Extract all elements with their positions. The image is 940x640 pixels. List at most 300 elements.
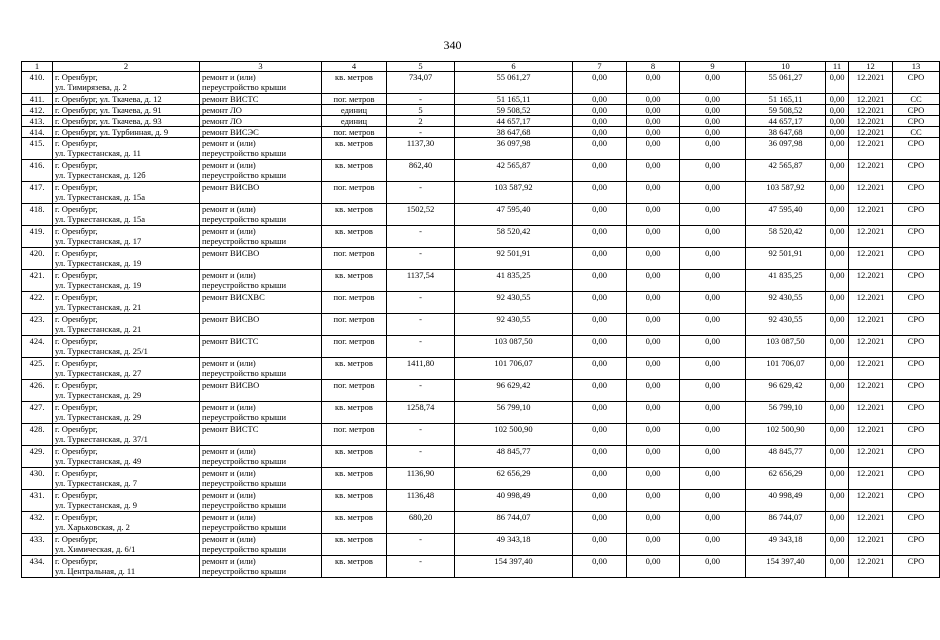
method-cell: СРО [893, 534, 940, 556]
address-cell [53, 534, 200, 556]
value-cell: 0,00 [826, 402, 849, 424]
column-header: 2 [53, 62, 200, 72]
value-cell: 0,00 [573, 72, 627, 94]
value-cell: 0,00 [573, 314, 627, 336]
value-cell: 0,00 [826, 358, 849, 380]
method-cell: СРО [893, 402, 940, 424]
work-type-cell-line: переустройство крыши [202, 368, 287, 378]
row-number: 423. [22, 314, 53, 336]
work-type-cell-line: ремонт ВИСВО [202, 248, 260, 258]
table-row [22, 358, 940, 380]
work-type-cell [200, 94, 322, 105]
value-cell: 0,00 [680, 292, 746, 314]
address-cell-line: г. Оренбург, [55, 160, 98, 170]
address-cell-line: ул. Туркестанская, д. 25/1 [55, 346, 148, 356]
method-cell: СРО [893, 116, 940, 127]
address-cell [53, 116, 200, 127]
table-row [22, 512, 940, 534]
cost-cell: 101 706,07 [455, 358, 573, 380]
work-type-cell [200, 380, 322, 402]
unit-cell: пог. метров [322, 292, 387, 314]
address-cell-line: ул. Химическая, д. 6/1 [55, 544, 136, 554]
date-cell: 12.2021 [849, 127, 893, 138]
unit-cell: пог. метров [322, 94, 387, 105]
cost-cell: 44 657,17 [455, 116, 573, 127]
unit-cell: кв. метров [322, 556, 387, 578]
date-cell: 12.2021 [849, 512, 893, 534]
unit-cell: кв. метров [322, 270, 387, 292]
work-type-cell-line: ремонт и (или) [202, 468, 256, 478]
cost-cell: 38 647,68 [455, 127, 573, 138]
unit-cell: кв. метров [322, 358, 387, 380]
work-type-cell-line: ремонт и (или) [202, 534, 256, 544]
address-cell-line: ул. Туркестанская, д. 9 [55, 500, 137, 510]
table-row [22, 534, 940, 556]
row-number: 424. [22, 336, 53, 358]
unit-cell: кв. метров [322, 138, 387, 160]
row-number: 416. [22, 160, 53, 182]
address-cell-line: ул. Туркестанская, д. 15а [55, 192, 146, 202]
cost-cell: 42 565,87 [455, 160, 573, 182]
value-cell: 0,00 [826, 138, 849, 160]
value-cell: 0,00 [680, 116, 746, 127]
address-cell-line: г. Оренбург, [55, 446, 98, 456]
method-cell: СРО [893, 204, 940, 226]
address-cell [53, 424, 200, 446]
value-cell: 0,00 [680, 556, 746, 578]
value-cell: 0,00 [680, 402, 746, 424]
work-type-cell-line: ремонт и (или) [202, 358, 256, 368]
address-cell [53, 226, 200, 248]
address-cell-line: г. Оренбург, [55, 424, 98, 434]
total-cell: 42 565,87 [746, 160, 826, 182]
value-cell: 0,00 [573, 336, 627, 358]
address-cell-line: ул. Туркестанская, д. 19 [55, 258, 142, 268]
row-number: 434. [22, 556, 53, 578]
work-type-cell-line: ремонт и (или) [202, 160, 256, 170]
value-cell: 0,00 [826, 72, 849, 94]
volume-cell: - [387, 380, 455, 402]
row-number: 420. [22, 248, 53, 270]
column-header: 4 [322, 62, 387, 72]
column-header: 11 [826, 62, 849, 72]
table-row [22, 204, 940, 226]
table-row [22, 424, 940, 446]
value-cell: 0,00 [573, 116, 627, 127]
column-header: 5 [387, 62, 455, 72]
address-cell [53, 72, 200, 94]
column-header: 3 [200, 62, 322, 72]
cost-cell: 102 500,90 [455, 424, 573, 446]
value-cell: 0,00 [826, 446, 849, 468]
work-type-cell [200, 226, 322, 248]
value-cell: 0,00 [826, 127, 849, 138]
work-type-cell [200, 248, 322, 270]
address-cell [53, 292, 200, 314]
value-cell: 0,00 [680, 336, 746, 358]
work-type-cell [200, 105, 322, 116]
value-cell: 0,00 [627, 138, 680, 160]
date-cell: 12.2021 [849, 226, 893, 248]
work-type-cell-line: ремонт ВИСТС [202, 336, 259, 346]
cost-cell: 49 343,18 [455, 534, 573, 556]
address-cell-line: г. Оренбург, [55, 182, 98, 192]
work-type-cell-line: ремонт ЛО [202, 116, 242, 126]
date-cell: 12.2021 [849, 292, 893, 314]
value-cell: 0,00 [680, 138, 746, 160]
address-cell-line: ул. Туркестанская, д. 21 [55, 324, 142, 334]
volume-cell: - [387, 248, 455, 270]
address-cell-line: г. Оренбург, [55, 358, 98, 368]
date-cell: 12.2021 [849, 270, 893, 292]
cost-cell: 103 587,92 [455, 182, 573, 204]
value-cell: 0,00 [573, 292, 627, 314]
total-cell: 44 657,17 [746, 116, 826, 127]
address-cell-line: ул. Туркестанская, д. 37/1 [55, 434, 148, 444]
value-cell: 0,00 [627, 127, 680, 138]
unit-cell: пог. метров [322, 182, 387, 204]
unit-cell: кв. метров [322, 468, 387, 490]
unit-cell: кв. метров [322, 490, 387, 512]
work-type-cell [200, 402, 322, 424]
unit-cell: кв. метров [322, 446, 387, 468]
value-cell: 0,00 [627, 556, 680, 578]
cost-cell: 62 656,29 [455, 468, 573, 490]
row-number: 421. [22, 270, 53, 292]
value-cell: 0,00 [627, 512, 680, 534]
work-type-cell-line: ремонт ВИСВО [202, 380, 260, 390]
address-cell [53, 204, 200, 226]
method-cell: СС [893, 127, 940, 138]
value-cell: 0,00 [573, 380, 627, 402]
value-cell: 0,00 [826, 94, 849, 105]
total-cell: 51 165,11 [746, 94, 826, 105]
work-type-cell [200, 512, 322, 534]
table-row [22, 105, 940, 116]
work-type-cell-line: ремонт и (или) [202, 512, 256, 522]
method-cell: СРО [893, 292, 940, 314]
value-cell: 0,00 [627, 380, 680, 402]
work-type-cell-line: ремонт ВИСВО [202, 182, 260, 192]
value-cell: 0,00 [826, 105, 849, 116]
table-row [22, 160, 940, 182]
work-type-cell-line: ремонт и (или) [202, 138, 256, 148]
total-cell: 58 520,42 [746, 226, 826, 248]
value-cell: 0,00 [573, 127, 627, 138]
address-cell-line: ул. Центральная, д. 11 [55, 566, 136, 576]
unit-cell: кв. метров [322, 226, 387, 248]
address-cell [53, 314, 200, 336]
total-cell: 62 656,29 [746, 468, 826, 490]
work-type-cell [200, 292, 322, 314]
volume-cell: 680,20 [387, 512, 455, 534]
cost-cell: 41 835,25 [455, 270, 573, 292]
value-cell: 0,00 [826, 204, 849, 226]
work-type-cell-line: ремонт и (или) [202, 446, 256, 456]
work-type-cell [200, 127, 322, 138]
total-cell: 102 500,90 [746, 424, 826, 446]
work-type-cell [200, 138, 322, 160]
total-cell: 47 595,40 [746, 204, 826, 226]
registry-table [21, 61, 940, 578]
cost-cell: 103 087,50 [455, 336, 573, 358]
row-number: 433. [22, 534, 53, 556]
unit-cell: единиц [322, 116, 387, 127]
method-cell: СРО [893, 105, 940, 116]
address-cell-line: г. Оренбург, [55, 72, 98, 82]
value-cell: 0,00 [627, 94, 680, 105]
unit-cell: кв. метров [322, 72, 387, 94]
total-cell: 92 501,91 [746, 248, 826, 270]
work-type-cell [200, 446, 322, 468]
value-cell: 0,00 [680, 270, 746, 292]
total-cell: 38 647,68 [746, 127, 826, 138]
row-number: 430. [22, 468, 53, 490]
value-cell: 0,00 [826, 248, 849, 270]
cost-cell: 86 744,07 [455, 512, 573, 534]
value-cell: 0,00 [573, 204, 627, 226]
value-cell: 0,00 [573, 402, 627, 424]
address-cell [53, 490, 200, 512]
volume-cell: - [387, 127, 455, 138]
volume-cell: - [387, 182, 455, 204]
address-cell [53, 358, 200, 380]
cost-cell: 154 397,40 [455, 556, 573, 578]
row-number: 415. [22, 138, 53, 160]
value-cell: 0,00 [826, 336, 849, 358]
unit-cell: кв. метров [322, 402, 387, 424]
row-number: 419. [22, 226, 53, 248]
value-cell: 0,00 [826, 314, 849, 336]
page-number: 340 [443, 38, 462, 52]
cost-cell: 48 845,77 [455, 446, 573, 468]
column-header: 12 [849, 62, 893, 72]
value-cell: 0,00 [627, 204, 680, 226]
value-cell: 0,00 [627, 72, 680, 94]
value-cell: 0,00 [680, 512, 746, 534]
volume-cell: 1502,52 [387, 204, 455, 226]
date-cell: 12.2021 [849, 534, 893, 556]
work-type-cell [200, 468, 322, 490]
row-number: 422. [22, 292, 53, 314]
table-row [22, 336, 940, 358]
unit-cell: пог. метров [322, 380, 387, 402]
address-cell-line: г. Оренбург, [55, 380, 98, 390]
volume-cell: 1136,48 [387, 490, 455, 512]
work-type-cell-line: ремонт и (или) [202, 204, 256, 214]
value-cell: 0,00 [627, 490, 680, 512]
total-cell: 92 430,55 [746, 292, 826, 314]
total-cell: 86 744,07 [746, 512, 826, 534]
method-cell: СС [893, 94, 940, 105]
address-cell [53, 127, 200, 138]
table-row [22, 248, 940, 270]
value-cell: 0,00 [573, 358, 627, 380]
date-cell: 12.2021 [849, 446, 893, 468]
value-cell: 0,00 [826, 116, 849, 127]
work-type-cell-line: ремонт ВИСВО [202, 314, 260, 324]
row-number: 429. [22, 446, 53, 468]
table-row [22, 116, 940, 127]
cost-cell: 92 430,55 [455, 314, 573, 336]
method-cell: СРО [893, 358, 940, 380]
volume-cell: 2 [387, 116, 455, 127]
address-cell-line: ул. Туркестанская, д. 11 [55, 148, 141, 158]
cost-cell: 92 430,55 [455, 292, 573, 314]
value-cell: 0,00 [573, 534, 627, 556]
value-cell: 0,00 [680, 446, 746, 468]
method-cell: СРО [893, 314, 940, 336]
row-number: 425. [22, 358, 53, 380]
table-row [22, 490, 940, 512]
address-cell [53, 556, 200, 578]
work-type-cell-line: ремонт и (или) [202, 72, 256, 82]
method-cell: СРО [893, 490, 940, 512]
value-cell: 0,00 [826, 424, 849, 446]
unit-cell: кв. метров [322, 160, 387, 182]
table-row [22, 270, 940, 292]
work-type-cell-line: ремонт ВИСТС [202, 424, 259, 434]
row-number: 414. [22, 127, 53, 138]
row-number: 411. [22, 94, 53, 105]
work-type-cell-line: ремонт и (или) [202, 556, 256, 566]
address-cell-line: г. Оренбург, [55, 138, 98, 148]
cost-cell: 36 097,98 [455, 138, 573, 160]
unit-cell: пог. метров [322, 248, 387, 270]
value-cell: 0,00 [627, 446, 680, 468]
address-cell-line: ул. Туркестанская, д. 21 [55, 302, 142, 312]
address-cell [53, 468, 200, 490]
date-cell: 12.2021 [849, 105, 893, 116]
address-cell-line: ул. Туркестанская, д. 17 [55, 236, 142, 246]
total-cell: 56 799,10 [746, 402, 826, 424]
volume-cell: 5 [387, 105, 455, 116]
cost-cell: 55 061,27 [455, 72, 573, 94]
value-cell: 0,00 [826, 182, 849, 204]
date-cell: 12.2021 [849, 314, 893, 336]
date-cell: 12.2021 [849, 72, 893, 94]
address-cell [53, 336, 200, 358]
value-cell: 0,00 [680, 490, 746, 512]
row-number: 412. [22, 105, 53, 116]
method-cell: СРО [893, 468, 940, 490]
value-cell: 0,00 [680, 226, 746, 248]
date-cell: 12.2021 [849, 468, 893, 490]
row-number: 431. [22, 490, 53, 512]
date-cell: 12.2021 [849, 94, 893, 105]
value-cell: 0,00 [573, 94, 627, 105]
value-cell: 0,00 [680, 424, 746, 446]
value-cell: 0,00 [680, 534, 746, 556]
work-type-cell-line: ремонт ВИСЭС [202, 127, 259, 137]
volume-cell: 862,40 [387, 160, 455, 182]
value-cell: 0,00 [573, 226, 627, 248]
address-cell-line: ул. Тимирязева, д. 2 [55, 82, 127, 92]
method-cell: СРО [893, 556, 940, 578]
volume-cell: - [387, 226, 455, 248]
volume-cell: - [387, 556, 455, 578]
value-cell: 0,00 [627, 160, 680, 182]
date-cell: 12.2021 [849, 204, 893, 226]
row-number: 410. [22, 72, 53, 94]
address-cell-line: г. Оренбург, [55, 336, 98, 346]
date-cell: 12.2021 [849, 336, 893, 358]
value-cell: 0,00 [627, 336, 680, 358]
value-cell: 0,00 [627, 314, 680, 336]
cost-cell: 51 165,11 [455, 94, 573, 105]
cost-cell: 58 520,42 [455, 226, 573, 248]
column-header: 7 [573, 62, 627, 72]
row-number: 427. [22, 402, 53, 424]
work-type-cell-line: переустройство крыши [202, 236, 287, 246]
work-type-cell-line: переустройство крыши [202, 566, 287, 576]
work-type-cell-line: ремонт ВИСТС [202, 94, 259, 104]
work-type-cell-line: переустройство крыши [202, 148, 287, 158]
address-cell-line: г. Оренбург, [55, 204, 98, 214]
value-cell: 0,00 [680, 204, 746, 226]
row-number: 417. [22, 182, 53, 204]
address-cell-line: г. Оренбург, [55, 534, 98, 544]
value-cell: 0,00 [627, 424, 680, 446]
date-cell: 12.2021 [849, 116, 893, 127]
address-cell-line: г. Оренбург, [55, 490, 98, 500]
table-row [22, 182, 940, 204]
row-number: 432. [22, 512, 53, 534]
method-cell: СРО [893, 424, 940, 446]
table-row [22, 402, 940, 424]
work-type-cell-line: переустройство крыши [202, 214, 287, 224]
value-cell: 0,00 [680, 248, 746, 270]
value-cell: 0,00 [826, 556, 849, 578]
value-cell: 0,00 [573, 446, 627, 468]
address-cell [53, 94, 200, 105]
volume-cell: 1258,74 [387, 402, 455, 424]
column-header: 1 [22, 62, 53, 72]
volume-cell: 1411,80 [387, 358, 455, 380]
date-cell: 12.2021 [849, 490, 893, 512]
volume-cell: 1137,30 [387, 138, 455, 160]
table-row [22, 314, 940, 336]
value-cell: 0,00 [627, 270, 680, 292]
work-type-cell-line: переустройство крыши [202, 500, 287, 510]
volume-cell: - [387, 292, 455, 314]
value-cell: 0,00 [826, 270, 849, 292]
column-header: 9 [680, 62, 746, 72]
row-number: 426. [22, 380, 53, 402]
total-cell: 101 706,07 [746, 358, 826, 380]
total-cell: 96 629,42 [746, 380, 826, 402]
work-type-cell [200, 314, 322, 336]
value-cell: 0,00 [627, 248, 680, 270]
volume-cell: - [387, 314, 455, 336]
unit-cell: кв. метров [322, 534, 387, 556]
value-cell: 0,00 [573, 556, 627, 578]
date-cell: 12.2021 [849, 424, 893, 446]
total-cell: 55 061,27 [746, 72, 826, 94]
volume-cell: 1136,90 [387, 468, 455, 490]
address-cell-line: ул. Туркестанская, д. 29 [55, 412, 142, 422]
date-cell: 12.2021 [849, 160, 893, 182]
work-type-cell-line: ремонт и (или) [202, 226, 256, 236]
date-cell: 12.2021 [849, 358, 893, 380]
value-cell: 0,00 [573, 105, 627, 116]
method-cell: СРО [893, 138, 940, 160]
value-cell: 0,00 [680, 94, 746, 105]
value-cell: 0,00 [680, 468, 746, 490]
work-type-cell-line: переустройство крыши [202, 280, 287, 290]
volume-cell: 1137,54 [387, 270, 455, 292]
work-type-cell-line: ремонт и (или) [202, 490, 256, 500]
